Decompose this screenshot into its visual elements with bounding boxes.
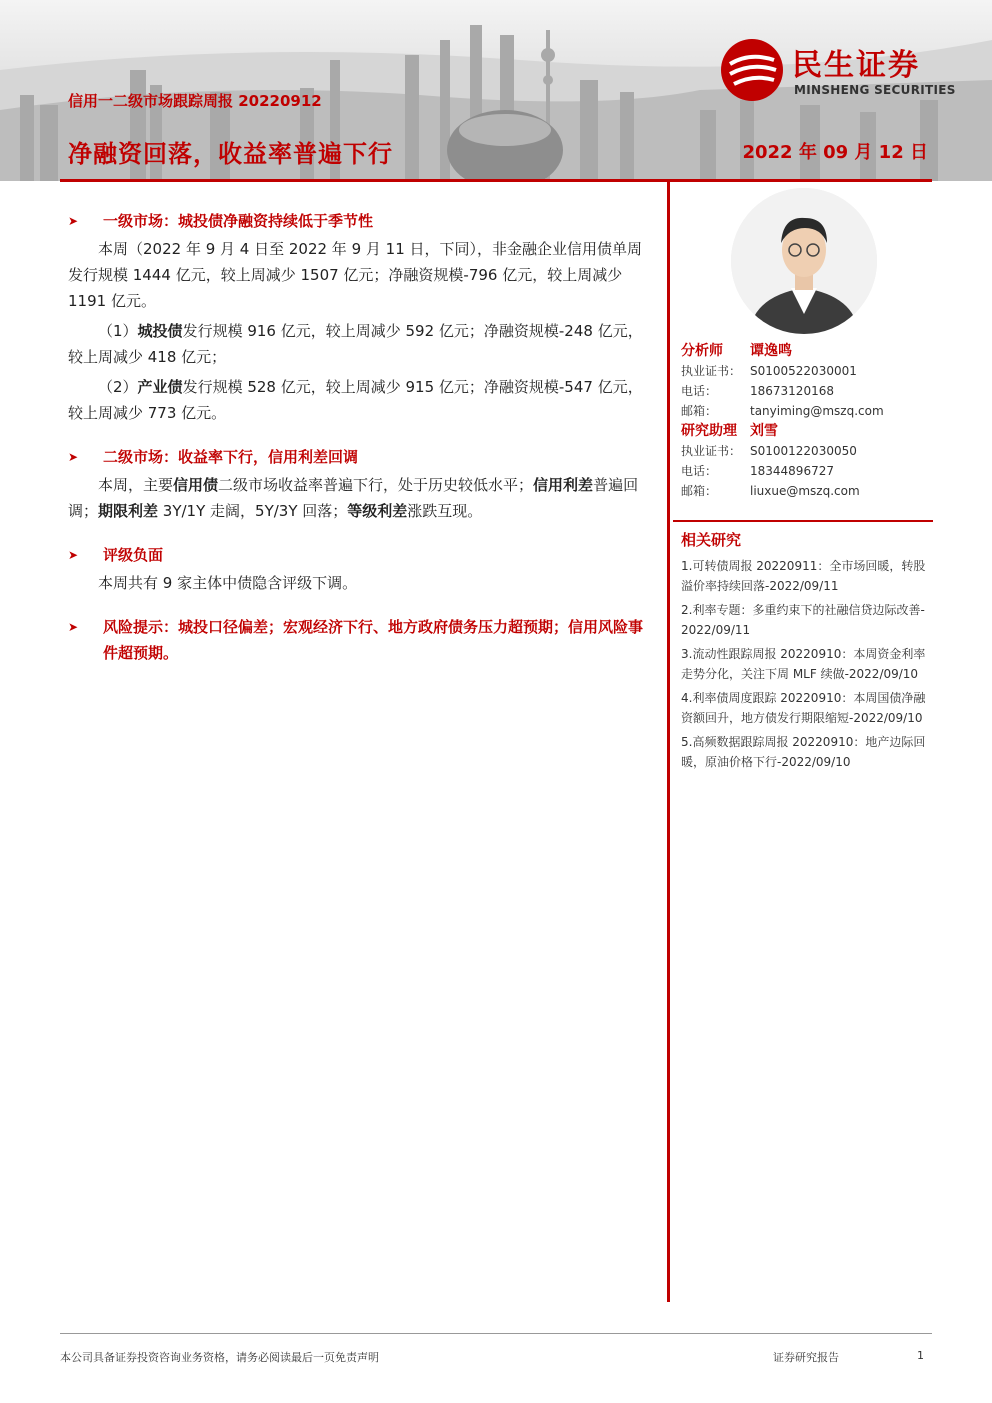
page-number: 1: [917, 1349, 924, 1362]
footer-report-label: 证券研究报告: [773, 1351, 839, 1364]
assistant-name: 刘雪: [750, 423, 778, 439]
brand-name-cn: 民生证券: [792, 48, 920, 83]
column-divider: [667, 182, 670, 1302]
related-research-item[interactable]: 2.利率专题：多重约束下的社融信贷边际改善-2022/09/11: [681, 603, 925, 637]
footer-disclaimer: 本公司具备证券投资咨询业务资格，请务必阅读最后一页免责声明: [60, 1351, 379, 1364]
analyst-email[interactable]: tanyiming@mszq.com: [750, 404, 884, 418]
sidebar-divider: [673, 520, 933, 522]
related-research-title: 相关研究: [681, 531, 742, 549]
report-date: 2022 年 09 月 12 日: [742, 142, 928, 163]
related-research-item[interactable]: 5.高频数据跟踪周报 20220910：地产边际回暖，原油价格下行-2022/09/10: [681, 735, 926, 769]
brand-name-en: MINSHENG SECURITIES: [794, 83, 956, 97]
chengtou-bond-summary: （1）城投债发行规模 916 亿元，较上周减少 592 亿元；净融资规模-248 亿元，较上周减少 418 亿元；: [68, 322, 643, 366]
rating-negative-summary: 本周共有 9 家主体中债隐含评级下调。: [98, 574, 358, 592]
section-heading-rating-negative: ➤ 评级负面: [68, 542, 648, 568]
secondary-market-summary: 本周，主要信用债二级市场收益率普遍下行，处于历史较低水平；信用利差普遍回调；期限利差 3Y/1Y 走阔，5Y/3Y 回落；等级利差涨跌互现。: [68, 476, 639, 520]
analyst-name: 谭逸鸣: [750, 343, 792, 359]
arrow-bullet-icon: ➤: [68, 548, 79, 562]
section-heading-primary-market: ➤ 一级市场：城投债净融资持续低于季节性: [68, 208, 648, 234]
assistant-phone: 18344896727: [750, 464, 834, 478]
arrow-bullet-icon: ➤: [68, 214, 79, 228]
section-heading-risk-warning: ➤ 风险提示：城投口径偏差；宏观经济下行、地方政府债务压力超预期；信用风险事件超预期。: [68, 614, 648, 666]
arrow-bullet-icon: ➤: [68, 620, 79, 634]
analyst-cert: S0100522030001: [750, 364, 857, 378]
related-research-list: [681, 556, 929, 776]
brand-logo: [720, 38, 960, 102]
minsheng-logo-icon: [720, 38, 784, 102]
related-research-item[interactable]: 4.利率债周度跟踪 20220910：本周国债净融资额回升，地方债发行期限缩短-2022/09/10: [681, 691, 926, 725]
assistant-role-label: 研究助理: [681, 423, 737, 439]
analyst-phone: 18673120168: [750, 384, 834, 398]
summary-column: [68, 208, 648, 666]
header-banner: [0, 0, 992, 181]
footer-divider: [60, 1333, 932, 1334]
analyst-role-label: 分析师: [681, 343, 723, 359]
section-heading-secondary-market: ➤ 二级市场：收益率下行，信用利差回调: [68, 444, 648, 470]
industrial-bond-summary: （2）产业债发行规模 528 亿元，较上周减少 915 亿元；净融资规模-547 亿元，较上周减少 773 亿元。: [68, 378, 643, 422]
header-divider: [60, 179, 932, 182]
analyst-portrait-image: [731, 188, 877, 334]
report-series: 信用一二级市场跟踪周报 20220912: [68, 92, 322, 110]
related-research-item[interactable]: 1.可转债周报 20220911：全市场回暖，转股溢价率持续回落-2022/09/11: [681, 559, 926, 593]
related-research-item[interactable]: 3.流动性跟踪周报 20220910：本周资金利率走势分化，关注下周 MLF 续做-2022/09/10: [681, 647, 926, 681]
assistant-cert: S0100122030050: [750, 444, 857, 458]
primary-market-summary: 本周（2022 年 9 月 4 日至 2022 年 9 月 11 日，下同），非金融企业信用债单周发行规模 1444 亿元，较上周减少 1507 亿元；净融资规模-796 亿元，较上周减少 1191 亿元。: [68, 240, 643, 310]
assistant-email[interactable]: liuxue@mszq.com: [750, 484, 860, 498]
analyst-photo: [731, 188, 877, 334]
arrow-bullet-icon: ➤: [68, 450, 79, 464]
report-title: 净融资回落，收益率普遍下行: [68, 140, 393, 168]
